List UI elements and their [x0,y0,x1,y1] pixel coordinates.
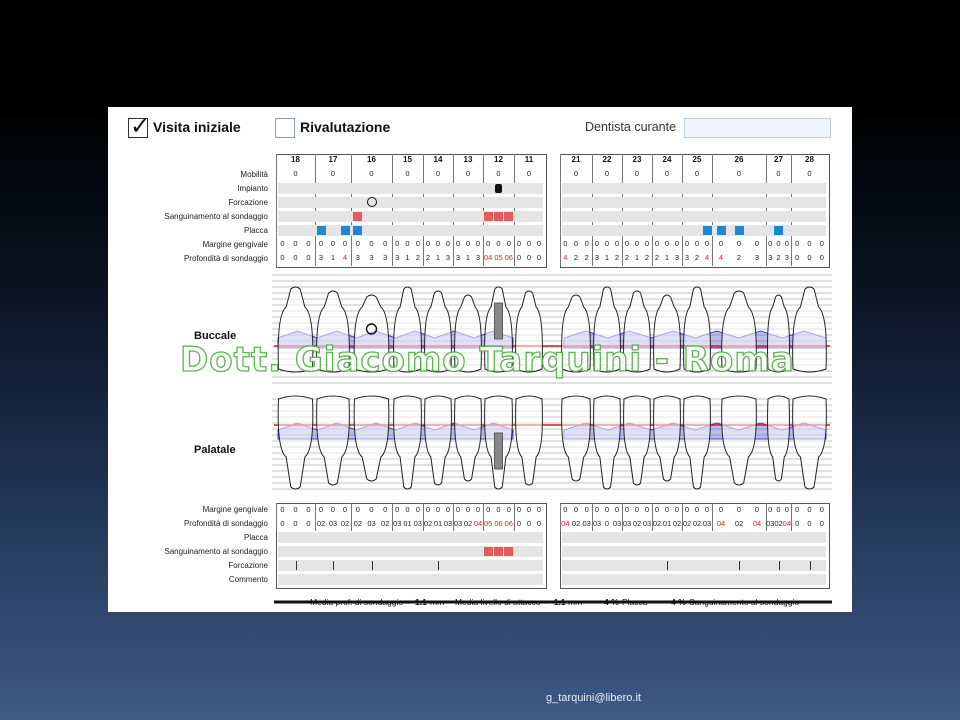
margine-value: 0 [435,239,441,248]
margine-value: 0 [624,239,630,248]
tooth-number: 17 [328,155,338,164]
profondita-value: 03 [453,519,463,528]
margine-value: 0 [614,239,620,248]
margine-value: 0 [654,505,660,514]
mobility-value: 0 [496,169,501,178]
margine-value: 0 [624,505,630,514]
margine-value: 0 [594,239,600,248]
palatal-tooth-outline [594,396,621,489]
margine-value: 0 [634,239,640,248]
profondita-value: 03 [413,519,422,528]
margine-value: 0 [383,239,388,248]
profondita-value: 03 [443,519,453,528]
margine-value: 0 [280,505,285,514]
profondita-value: 06 [504,519,513,528]
margine-value: 0 [330,239,336,248]
palatal-tooth-outline [317,396,350,485]
profondita-value: 02 [632,519,642,528]
palatal-tooth-outline [394,396,422,489]
profondita-value: 3 [445,253,451,262]
tooth-number: 15 [403,155,412,164]
mobility-value: 0 [807,169,812,178]
margine-value: 0 [664,505,670,514]
margine-value: 0 [455,239,461,248]
margine-value: 0 [704,505,710,514]
profondita-value: 0 [516,519,522,528]
profondita-value: 0 [807,253,812,262]
implant-screw-buccal-icon [495,303,503,339]
tooth-number: 14 [433,155,443,164]
profondita-value: 02 [463,519,473,528]
margine-value: 0 [318,505,324,514]
row-background [562,574,826,585]
bleeding-marker [494,547,503,556]
profondita-value: 04 [752,519,762,528]
profondita-value: 2 [776,253,781,262]
profondita-value: 3 [674,253,680,262]
furcation-marker [333,561,334,570]
palatal-tooth-outline [684,396,711,489]
margine-value: 0 [573,505,579,514]
implant-screw-palatal-icon [495,433,503,469]
margine-value: 0 [718,239,724,248]
row-label: Sanguinamento al sondaggio [164,212,268,221]
profondita-value: 0 [526,519,532,528]
row-label: Profondità di sondaggio [183,519,268,528]
profondita-value: 2 [425,253,431,262]
profondita-value: 01 [662,519,672,528]
margine-value: 0 [754,239,760,248]
profondita-value: 0 [819,519,824,528]
tooth-number: 23 [632,155,642,164]
mobility-value: 0 [526,169,532,178]
margine-value: 0 [516,505,522,514]
row-label: Sanguinamento al sondaggio [164,547,268,556]
palatal-tooth-outline [455,396,482,481]
profondita-value: 4 [704,253,710,262]
profondita-value: 02 [380,519,390,528]
margine-value: 0 [674,239,680,248]
row-background [278,546,543,557]
margine-value: 0 [536,505,542,514]
margine-value: 0 [395,505,400,514]
mobility-value: 0 [465,169,471,178]
profondita-value: 05 [483,519,493,528]
profondita-value: 03 [582,519,591,528]
profondita-value: 3 [355,253,360,262]
margine-value: 0 [704,239,710,248]
margine-value: 0 [435,505,441,514]
margine-value: 0 [795,239,800,248]
profondita-value: 2 [584,253,589,262]
profondita-value: 3 [684,253,690,262]
margine-value: 0 [563,505,568,514]
profondita-value: 1 [664,253,670,262]
row-label: Forcazione [228,198,268,207]
palatal-tooth-outline [768,396,790,481]
profondita-value: 04 [561,519,570,528]
watermark-text: Dott. Giacomo Tarquini - Roma [180,340,795,380]
margine-value: 0 [526,505,532,514]
palatal-tooth-outline [354,396,389,481]
mobility-value: 0 [573,169,579,178]
row-background [278,532,543,543]
profondita-value: 01 [403,519,412,528]
margine-value: 0 [644,505,650,514]
margine-value: 0 [754,505,760,514]
profondita-value: 03 [702,519,712,528]
profondita-value: 0 [280,519,285,528]
margine-value: 0 [654,239,660,248]
margine-value: 0 [807,505,812,514]
profondita-value: 3 [455,253,461,262]
media-att-unit: mm [568,597,583,607]
profondita-value: 04 [716,519,726,528]
profondita-value: 2 [573,253,579,262]
profondita-value: 06 [504,253,513,262]
margine-value: 0 [516,239,522,248]
profondita-value: 3 [383,253,388,262]
row-label: Commento [228,575,268,584]
margine-value: 0 [306,239,311,248]
row-label: Placca [243,533,268,542]
buccal-tooth-outline [793,287,827,372]
margine-value: 0 [342,505,348,514]
profondita-value: 02 [340,519,350,528]
margine-value: 0 [475,505,481,514]
palatal-tooth-outline [278,396,313,489]
row-label: Impianto [237,184,268,193]
margine-value: 0 [445,239,451,248]
profondita-value: 0 [604,519,610,528]
furcation-marker [438,561,439,570]
margine-value: 0 [807,239,812,248]
profondita-value: 03 [622,519,632,528]
profondita-value: 0 [536,519,542,528]
margine-value: 0 [496,239,501,248]
media-prof-unit: mm [430,597,445,607]
footer-email: g_tarquini@libero.it [546,692,641,704]
profondita-value: 03 [392,519,402,528]
mobility-value: 0 [330,169,336,178]
placca-pct: 4 % [604,597,619,607]
profondita-value: 03 [592,519,602,528]
buccale-label: Buccale [194,330,237,342]
profondita-value: 3 [475,253,481,262]
placca-label: Placca [622,597,648,607]
profondita-value: 0 [795,519,800,528]
profondita-value: 0 [306,519,311,528]
margine-value: 0 [776,239,781,248]
mobility-value: 0 [405,169,410,178]
sanguinamento-label: Sanguinamento al sondaggio [689,597,800,607]
profondita-value: 02 [571,519,581,528]
margine-value: 0 [784,239,789,248]
palatal-tooth-outline [516,396,543,485]
margine-value: 0 [526,239,532,248]
profondita-value: 04 [483,253,493,262]
periodontal-chart-sheet [108,107,852,612]
tooth-number: 28 [805,155,814,164]
margine-value: 0 [694,239,700,248]
row-background [278,560,543,571]
row-background [562,532,826,543]
margine-value: 0 [768,505,773,514]
profondita-value: 03 [612,519,622,528]
margine-value: 0 [369,239,374,248]
margine-value: 0 [776,505,781,514]
margine-value: 0 [475,239,481,248]
profondita-value: 02 [423,519,433,528]
margine-value: 0 [664,239,670,248]
tooth-number: 24 [662,155,672,164]
row-label: Placca [243,226,268,235]
margine-value: 0 [795,505,800,514]
mobility-value: 0 [736,169,742,178]
profondita-value: 03 [328,519,338,528]
row-background [562,546,826,557]
palatal-tooth-outline [562,396,591,481]
margine-value: 0 [496,505,501,514]
media-att-value: -1.1 [551,597,566,607]
profondita-value: 04 [782,519,791,528]
tooth-number: 25 [692,155,702,164]
profondita-value: 3 [754,253,760,262]
margine-value: 0 [280,239,285,248]
profondita-value: 2 [694,253,700,262]
margine-value: 0 [644,239,650,248]
margine-value: 0 [293,239,298,248]
profondita-value: 02 [734,519,744,528]
row-background [562,560,826,571]
row-label: Forcazione [228,561,268,570]
tooth-number: 12 [494,155,503,164]
margine-value: 0 [355,239,360,248]
profondita-value: 0 [807,519,812,528]
margine-value: 0 [342,239,348,248]
margine-value: 0 [573,239,579,248]
tooth-number: 18 [291,155,300,164]
profondita-value: 01 [433,519,443,528]
tooth-number: 13 [463,155,473,164]
margine-value: 0 [415,239,420,248]
profondita-value: 02 [682,519,692,528]
profondita-value: 2 [614,253,620,262]
profondita-value: 3 [369,253,374,262]
profondita-value: 2 [415,253,420,262]
margine-value: 0 [455,505,461,514]
margine-value: 0 [819,505,824,514]
mobility-value: 0 [694,169,700,178]
profondita-value: 3 [784,253,789,262]
margine-value: 0 [604,239,610,248]
profondita-value: 1 [604,253,610,262]
mobility-value: 0 [604,169,610,178]
profondita-value: 03 [642,519,652,528]
palatal-tooth-outline [624,396,651,485]
furcation-marker [810,561,811,570]
profondita-value: 02 [353,519,362,528]
margine-value: 0 [405,505,410,514]
profondita-value: 0 [280,253,285,262]
bleeding-marker [504,547,513,556]
profondita-value: 02 [316,519,326,528]
furcation-marker [667,561,668,570]
margine-value: 0 [604,505,610,514]
profondita-value: 0 [306,253,311,262]
margine-value: 0 [736,239,742,248]
profondita-value: 0 [795,253,800,262]
visita-iniziale-label: Visita iniziale [153,119,241,135]
profondita-value: 0 [526,253,532,262]
row-label: Margine gengivale [202,505,268,514]
margine-value: 0 [634,505,640,514]
profondita-value: 2 [736,253,742,262]
margine-value: 0 [594,505,600,514]
media-att-label: Media livello di attacco = [455,597,548,607]
margine-value: 0 [506,505,511,514]
summary-bar [274,595,830,609]
profondita-value: 02 [692,519,702,528]
profondita-value: 0 [516,253,522,262]
palatal-tooth-outline [425,396,452,485]
profondita-value: 4 [563,253,568,262]
row-label: Margine gengivale [202,240,268,249]
profondita-value: 1 [465,253,471,262]
margine-value: 0 [684,505,690,514]
tooth-number: 27 [774,155,783,164]
mobility-value: 0 [664,169,670,178]
margine-value: 0 [563,239,568,248]
margine-value: 0 [318,239,324,248]
furcation-marker [296,561,297,570]
margine-value: 0 [293,505,298,514]
margine-value: 0 [465,239,471,248]
margine-value: 0 [718,505,724,514]
profondita-value: 1 [405,253,410,262]
margine-value: 0 [736,505,742,514]
margine-value: 0 [819,239,824,248]
margine-value: 0 [405,239,410,248]
profondita-value: 1 [634,253,640,262]
media-prof-label: Media prof. di sondaggio = [310,597,411,607]
profondita-value: 1 [435,253,441,262]
media-prof-value: 1.1 [415,597,427,607]
mobility-value: 0 [369,169,374,178]
margine-value: 0 [584,505,589,514]
margine-value: 0 [536,239,542,248]
margine-value: 0 [465,505,471,514]
profondita-value: 3 [395,253,400,262]
margine-value: 0 [369,505,374,514]
margine-value: 0 [355,505,360,514]
profondita-value: 1 [330,253,336,262]
row-background [278,574,543,585]
margine-value: 0 [486,505,491,514]
furcation-marker [372,561,373,570]
furcation-marker [779,561,780,570]
profondita-value: 02 [672,519,682,528]
profondita-value: 3 [768,253,773,262]
tooth-number: 22 [602,155,612,164]
profondita-value: 02 [774,519,783,528]
palatal-tooth-outline [793,396,827,489]
mobility-value: 0 [435,169,441,178]
margine-value: 0 [425,239,431,248]
profondita-value: 0 [536,253,542,262]
profondita-value: 0 [819,253,824,262]
profondita-value: 2 [654,253,660,262]
row-label: Profondità di sondaggio [183,254,268,263]
margine-value: 0 [694,505,700,514]
profondita-value: 04 [473,519,483,528]
mobility-value: 0 [776,169,781,178]
profondita-value: 4 [718,253,724,262]
profondita-value: 4 [342,253,348,262]
profondita-value: 05 [494,253,503,262]
furcation-marker [739,561,740,570]
margine-value: 0 [306,505,311,514]
dentista-curante-label: Dentista curante [585,120,677,134]
palatal-tooth-outline [654,396,681,481]
tooth-number: 26 [734,155,744,164]
margine-value: 0 [395,239,400,248]
mobility-value: 0 [293,169,298,178]
margine-value: 0 [506,239,511,248]
margine-value: 0 [684,239,690,248]
profondita-value: 03 [766,519,775,528]
profondita-value: 2 [644,253,650,262]
row-label: Mobilità [240,170,268,179]
profondita-value: 0 [293,253,298,262]
margine-value: 0 [445,505,451,514]
margine-value: 0 [584,239,589,248]
profondita-value: 06 [494,519,503,528]
margine-value: 0 [330,505,336,514]
margine-value: 0 [415,505,420,514]
margine-value: 0 [674,505,680,514]
margine-value: 0 [768,239,773,248]
profondita-value: 03 [367,519,376,528]
profondita-value: 3 [318,253,324,262]
margine-value: 0 [383,505,388,514]
mobility-value: 0 [634,169,640,178]
tooth-number: 11 [524,155,534,164]
rivalutazione-label: Rivalutazione [300,119,391,135]
profondita-value: 2 [624,253,630,262]
profondita-value: 02 [652,519,662,528]
profondita-value: 3 [594,253,600,262]
tooth-number: 21 [571,155,581,164]
profondita-value: 0 [293,519,298,528]
sanguinamento-pct: 4 % [671,597,686,607]
bleeding-marker [484,547,493,556]
palatal-tooth-outline [722,396,757,485]
margine-value: 0 [486,239,491,248]
margine-value: 0 [784,505,789,514]
checkmark-icon: ✓ [130,112,151,140]
margine-value: 0 [614,505,620,514]
tooth-number: 16 [367,155,376,164]
palatale-label: Palatale [194,444,236,456]
margine-value: 0 [425,505,431,514]
